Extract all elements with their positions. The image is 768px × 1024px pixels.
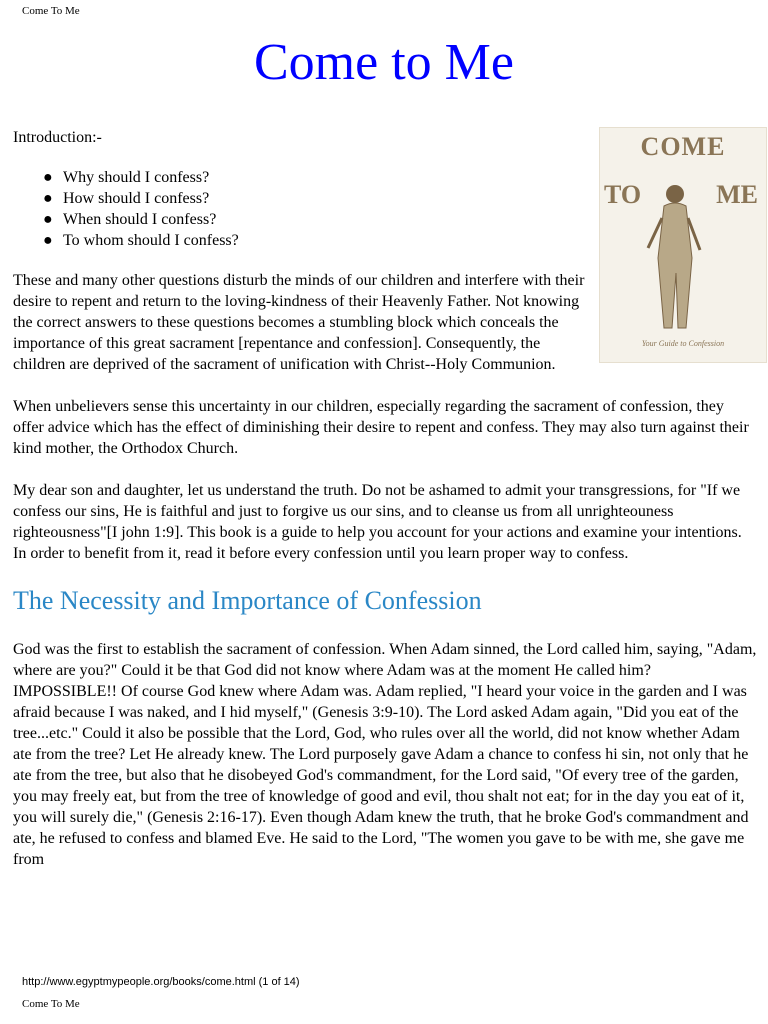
page-title: Come to Me (254, 34, 514, 91)
body-paragraph: When unbelievers sense this uncertainty in our children, especially regarding the sacrament of confession, they offer advice which has the effect of diminishing their desire to repent and confess. They may also turn against their kind mother, the Orthodox Church. (13, 398, 749, 457)
body-paragraph: These and many other questions disturb the minds of our children and interfere with their desire to repent and return to the loving-kindness of their Heavenly Father. Not knowing the correct answers to these questions becomes a stumbling block which conceals the importance of this great sacrament [repentance and confession]. Consequently, the children are deprived of the sacrament of unification with Christ--Holy Communion. (13, 272, 585, 373)
list-item: ● Why should I confess? (43, 169, 210, 186)
list-item: ● When should I confess? (43, 211, 217, 228)
main-content (13, 127, 757, 870)
cover-title-me: ME (716, 180, 758, 209)
body-paragraph: My dear son and daughter, let us understand the truth. Do not be ashamed to admit your transgressions, for "If we confess our sins, He is faithful and just to forgive us our sins, and to cleanse us from all unrighteouness righteousness"[I john 1:9]. This book is a guide to help you account for your actions and examine your intentions. In order to benefit from it, read it before every confession until you learn proper way to confess. (13, 482, 742, 562)
running-header: Come To Me (22, 5, 80, 17)
question-list (13, 167, 757, 251)
running-footer: Come To Me (22, 998, 80, 1010)
bullet-icon: ● (43, 232, 53, 249)
cover-title-to: TO (604, 180, 642, 209)
list-item: ● To whom should I confess? (43, 232, 239, 249)
section-heading: The Necessity and Importance of Confession (13, 586, 482, 615)
bullet-icon: ● (43, 211, 53, 228)
list-item: ● How should I confess? (43, 190, 210, 207)
bullet-icon: ● (43, 190, 53, 207)
bullet-icon: ● (43, 169, 53, 186)
footer-url-link[interactable]: http://www.egyptmypeople.org/books/come.html (1 of 14) (22, 976, 300, 988)
cover-subtitle: Your Guide to Confession (641, 339, 725, 348)
body-paragraph: God was the first to establish the sacrament of confession. When Adam sinned, the Lord called him, saying, "Adam, where are you?" Could it be that God did not know where Adam was at the moment He called him? IMPOSSIBLE!! Of course God knew where Adam was. Adam replied, "I heard your voice in the garden and I was afraid because I was naked, and I hid myself," (Genesis 3:9-10). The Lord asked Adam again, "Did you eat of the tree...etc." Could it also be possible that the Lord, God, who rules over all the world, did not know whether Adam ate from the tree? Let He already knew. The Lord purposely gave Adam a chance to confess hi sin, not only that he ate from the tree, but also that he disobeyed God's commandment, for the Lord said, "Of every tree of the garden, you may freely eat, but from the tree of knowledge of good and evil, thou shalt not eat; for in the day you eat of it, you will surely die," (Genesis 2:16-17). Even though Adam knew the truth, that he broke God's commandment and ate, he refused to confess and blamed Eve. He said to the Lord, "The women you gave to be with me, she gave me from (13, 641, 757, 868)
intro-label: Introduction:- (13, 129, 102, 146)
cover-title-line1: COME (640, 132, 726, 161)
